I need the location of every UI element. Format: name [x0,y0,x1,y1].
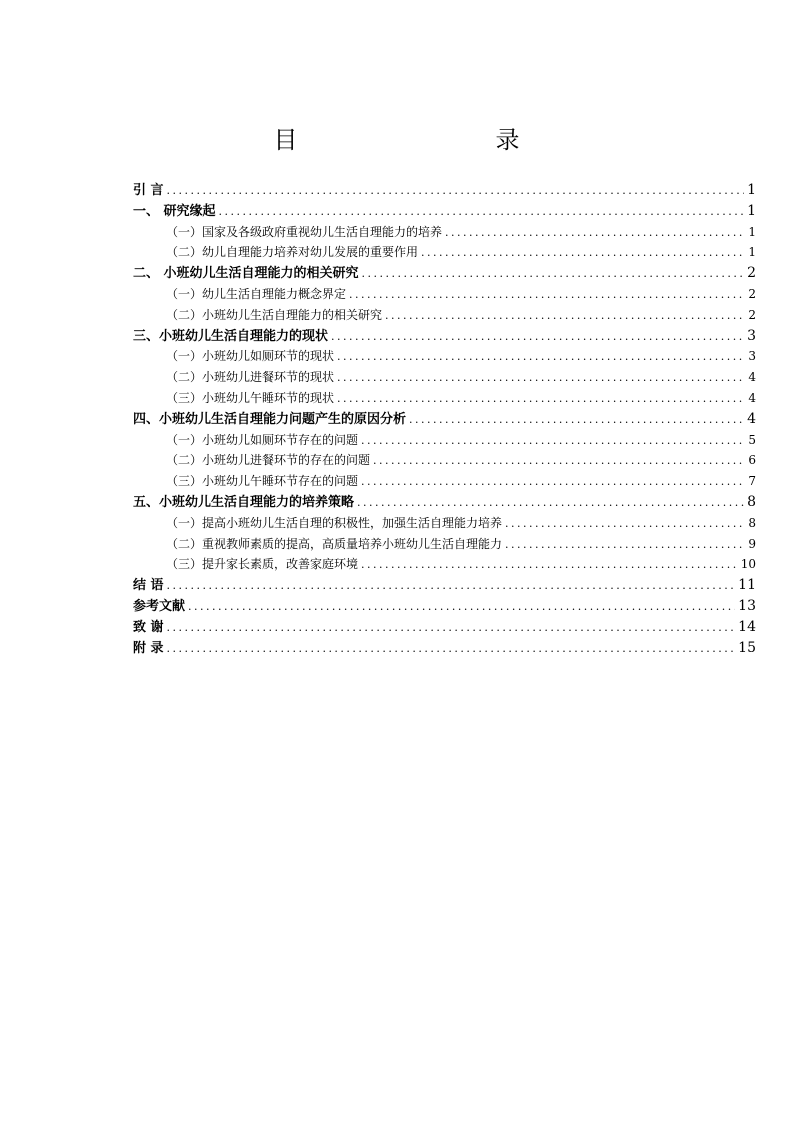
toc-entry-page: 3 [747,327,756,344]
toc-entry-page: 4 [747,410,756,427]
toc-entry-label: 结 语 [133,578,164,594]
toc-entry-label: （一）提高小班幼儿生活自理的积极性，加强生活自理能力培养 [166,515,503,530]
toc-entry-page: 2 [748,286,756,301]
toc-entry[interactable] [133,409,756,430]
toc-entry-page: 5 [748,432,756,447]
toc-entry-label: 致 谢 [133,619,164,635]
toc-leader-dots [349,285,745,305]
toc-entry-label: （二）小班幼儿生活自理能力的相关研究 [166,307,383,322]
toc-entry-label: （一）幼儿生活自理能力概念界定 [166,286,347,301]
toc-entry-label: 二、 小班幼儿生活自理能力的相关研究 [133,266,359,282]
toc-entry[interactable] [133,596,756,617]
toc-entry-page: 13 [738,597,756,614]
toc-leader-dots [219,202,745,222]
toc-entry[interactable] [133,638,756,659]
toc-entry[interactable] [133,305,756,326]
toc-entry[interactable] [133,284,756,305]
toc-leader-dots [361,472,745,492]
toc-entry-label: （二）幼儿自理能力培养对幼儿发展的重要作用 [166,245,419,260]
toc-leader-dots [357,493,744,513]
toc-leader-dots [421,243,745,263]
toc-entry-label: （一）小班幼儿如厕环节的现状 [166,349,335,364]
toc-entry[interactable] [133,388,756,409]
toc-entry-label: （三）小班幼儿午睡环节存在的问题 [166,474,359,489]
toc-entry-page: 8 [747,493,756,510]
toc-entry[interactable] [133,367,756,388]
toc-leader-dots [361,431,745,451]
toc-entry-page: 1 [748,224,756,239]
toc-entry[interactable] [133,201,756,222]
toc-entry[interactable] [133,450,756,471]
toc-leader-dots [167,618,736,638]
toc-entry-page: 1 [747,182,756,198]
toc-entry[interactable] [133,575,756,596]
toc-entry-page: 3 [748,349,756,364]
toc-entry-page: 4 [748,390,756,405]
toc-leader-dots [167,639,736,659]
toc-entry-page: 1 [748,245,756,260]
toc-leader-dots [409,410,744,430]
toc-entry[interactable] [133,346,756,367]
toc-entry-page: 10 [740,557,756,572]
toc-leader-dots [361,555,738,575]
toc-entry-label: 三、小班幼儿生活自理能力的现状 [133,328,329,344]
toc-entry-page: 4 [748,370,756,385]
toc-entry-page: 15 [738,639,756,656]
toc-leader-dots [362,264,745,284]
toc-leader-dots [167,576,736,596]
toc-leader-dots [505,514,745,534]
toc-leader-dots [331,327,744,347]
toc-entry-label: （三）提升家长素质，改善家庭环境 [166,557,359,572]
toc-entry[interactable] [133,180,756,201]
toc-entry-label: 一、 研究缘起 [133,203,216,219]
toc-entry[interactable] [133,263,756,284]
toc-entry-label: 参考文献 [133,598,186,614]
toc-entry-page: 6 [748,453,756,468]
toc-entry[interactable] [133,326,756,347]
toc-leader-dots [337,368,745,388]
toc-entry[interactable] [133,513,756,534]
toc-leader-dots [167,181,745,201]
toc-entry-label: 附 录 [133,640,164,656]
toc-leader-dots [445,223,745,243]
toc-entry[interactable] [133,554,756,575]
table-of-contents [133,180,756,658]
toc-entry-page: 2 [748,307,756,322]
toc-entry[interactable] [133,242,756,263]
toc-entry-label: 引 言 [133,183,164,198]
toc-entry-label: （三）小班幼儿午睡环节的现状 [166,390,335,405]
toc-entry-label: 四、小班幼儿生活自理能力问题产生的原因分析 [133,411,407,427]
toc-entry[interactable] [133,471,756,492]
toc-entry-page: 14 [738,618,756,635]
toc-entry-label: （二）重视教师素质的提高，高质量培养小班幼儿生活自理能力 [166,536,503,551]
toc-entry-page: 1 [747,202,756,219]
toc-entry-page: 2 [747,265,756,282]
toc-entry-label: （二）小班幼儿进餐环节的现状 [166,370,335,385]
toc-entry[interactable] [133,222,756,243]
toc-leader-dots [505,535,745,555]
toc-entry-page: 9 [748,536,756,551]
toc-leader-dots [337,347,745,367]
toc-leader-dots [385,306,745,326]
toc-entry-page: 7 [748,474,756,489]
toc-entry-page: 11 [738,577,756,594]
toc-entry[interactable] [133,534,756,555]
toc-entry-label: 五、小班幼儿生活自理能力的培养策略 [133,494,355,510]
page-title: 目 录 [273,126,570,154]
toc-entry[interactable] [133,430,756,451]
toc-entry-label: （一）小班幼儿如厕环节存在的问题 [166,432,359,447]
toc-leader-dots [337,389,745,409]
toc-entry-label: （二）小班幼儿进餐环节的存在的问题 [166,453,371,468]
toc-leader-dots [188,597,735,617]
toc-entry[interactable] [133,492,756,513]
toc-entry[interactable] [133,617,756,638]
toc-entry-label: （一）国家及各级政府重视幼儿生活自理能力的培养 [166,224,443,239]
toc-leader-dots [373,451,745,471]
toc-entry-page: 8 [748,515,756,530]
